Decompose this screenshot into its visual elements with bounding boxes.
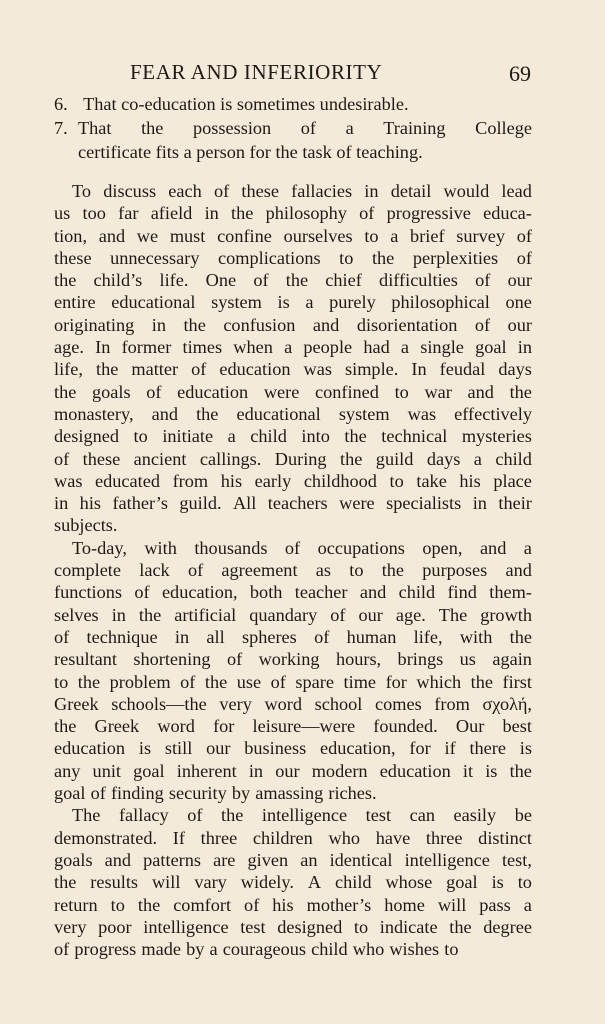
list-item-number: 6. [54, 94, 68, 114]
text-line: us too far afield in the philosophy of progressive educa- [54, 203, 532, 224]
text-line: subjects. [54, 515, 118, 536]
paragraph [54, 804, 532, 960]
text-line: of technique in all spheres of human life, with the [54, 626, 532, 647]
text-line: of progress made by a courageous child who wishes to [54, 939, 459, 960]
text-line: education is still our business education, for if there is [54, 738, 532, 759]
paragraph [54, 537, 532, 805]
text-line: of these ancient callings. During the guild days a child [54, 448, 532, 469]
list-item-number: 7. [54, 118, 68, 138]
text-line: the goals of education were confined to war and the [54, 381, 532, 402]
text-line: the results will vary widely. A child whose goal is to [54, 872, 532, 893]
text-line: entire educational system is a purely philosophical one [54, 292, 532, 313]
text-line: functions of education, both teacher and child find them- [54, 582, 532, 603]
text-line: To-day, with thousands of occupations open, and a [72, 537, 532, 558]
running-head: FEAR AND INFERIORITY [130, 60, 383, 84]
text-line: resultant shortening of working hours, brings us again [54, 649, 532, 670]
text-line: return to the comfort of his mother’s home will pass a [54, 894, 532, 915]
text-line: Greek schools—the very word school comes from σχολή, [54, 693, 532, 714]
text-line: to the problem of the use of spare time for which the first [54, 671, 532, 692]
paragraph [54, 180, 532, 537]
list-item [54, 92, 532, 116]
list-item [54, 116, 532, 164]
text-line: the child’s life. One of the chief difficulties of our [54, 270, 532, 291]
list-item-line: certificate fits a person for the task of teaching. [78, 142, 423, 162]
text-line: selves in the artificial quandary of our age. The growth [54, 604, 532, 625]
text-line: the Greek word for leisure—were founded. Our best [54, 716, 532, 737]
text-line: originating in the confusion and disorientation of our [54, 314, 532, 335]
text-line: age. In former times when a people had a single goal in [54, 337, 532, 358]
text-line: goals and patterns are given an identical intelligence test, [54, 849, 532, 870]
text-line: these unnecessary complications to the perplexities of [54, 247, 532, 268]
text-line: demonstrated. If three children who have three distinct [54, 827, 532, 848]
text-line: was educated from his early childhood to take his place [54, 470, 532, 491]
text-line: To discuss each of these fallacies in detail would lead [72, 181, 532, 201]
text-line: tion, and we must confine ourselves to a brief survey of [54, 225, 532, 246]
text-line: monastery, and the educational system was effectively [54, 403, 532, 424]
text-line: very poor intelligence test designed to indicate the degree [54, 916, 532, 937]
text-line: The fallacy of the intelligence test can easily be [72, 805, 532, 826]
text-line: life, the matter of education was simple. In feudal days [54, 359, 532, 380]
text-line: designed to initiate a child into the technical mysteries [54, 426, 532, 447]
body-text [54, 180, 532, 960]
list-item-line: That the possession of a Training College [78, 118, 532, 138]
text-line: any unit goal inherent in our modern education it is the [54, 760, 532, 781]
text-line: in his father’s guild. All teachers were specialists in their [54, 493, 532, 514]
numbered-list [54, 92, 532, 164]
page-number: 69 [509, 61, 531, 86]
text-line: goal of finding security by amassing riches. [54, 783, 377, 804]
text-line: complete lack of agreement as to the purposes and [54, 560, 532, 581]
list-item-line: That co-education is sometimes undesirable. [83, 94, 409, 114]
